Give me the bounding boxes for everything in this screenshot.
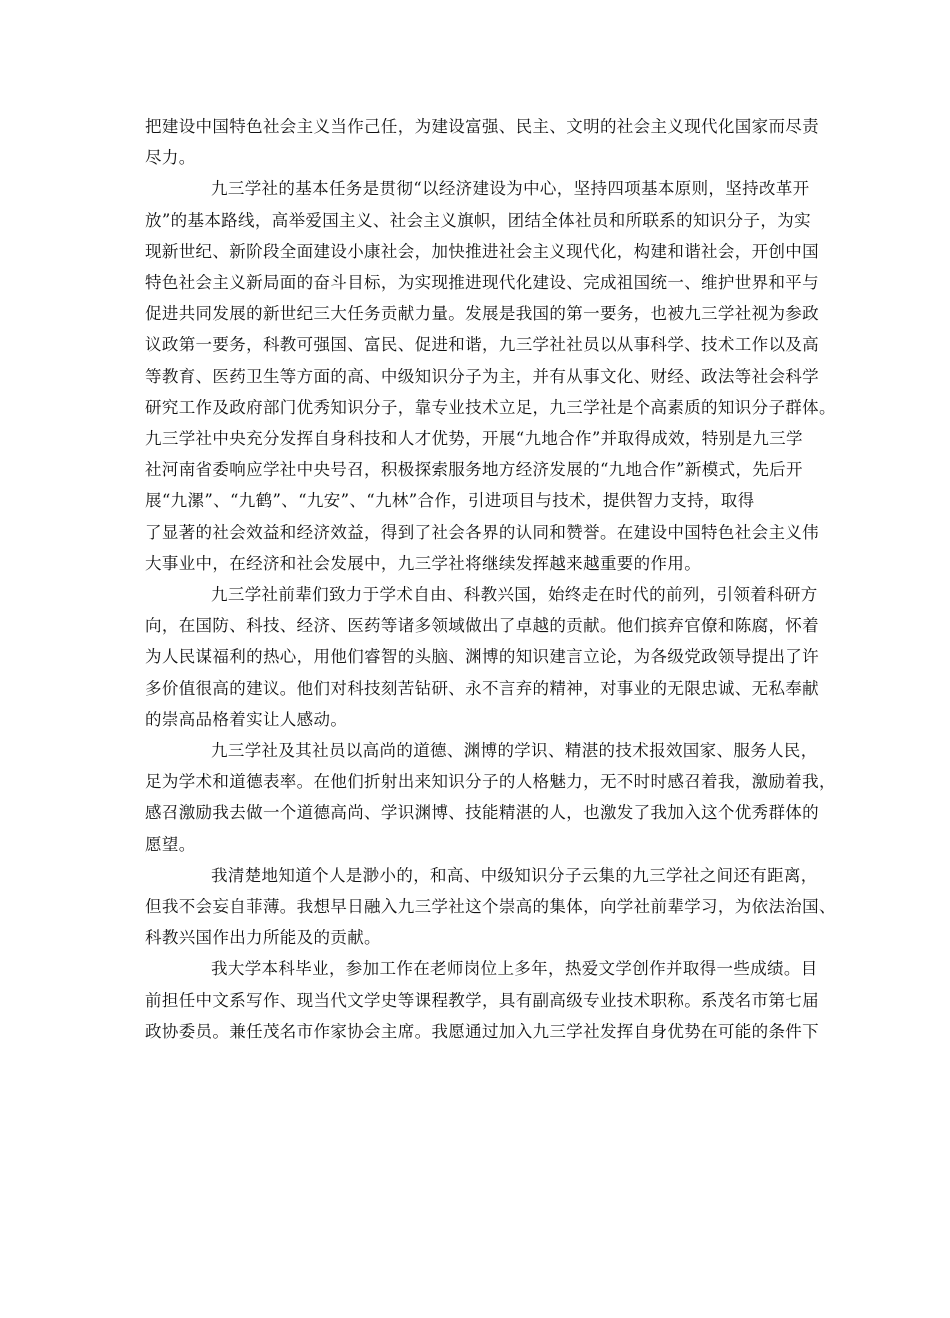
text-line: 九三学社中央充分发挥自身科技和人才优势，开展“九地合作”并取得成效，特别是九三学 [145,429,803,449]
text-line: 政协委员。兼任茂名市作家协会主席。我愿通过加入九三学社发挥自身优势在可能的条件下 [145,1021,819,1041]
paragraph [145,579,825,735]
text-line: 大事业中，在经济和社会发展中，九三学社将继续发挥越来越重要的作用。 [145,553,702,573]
text-line: 特色社会主义新局面的奋斗目标，为实现推进现代化建设、完成祖国统一、维护世界和平与 [145,273,819,293]
text-line: 九三学社前辈们致力于学术自由、科教兴国，始终走在时代的前列，引领着科研方 [211,585,818,605]
body-text [145,111,836,1047]
text-line: 把建设中国特色社会主义当作己任，为建设富强、民主、文明的社会主义现代化国家而尽责 [145,117,819,136]
text-line: 我大学本科毕业，参加工作在老师岗位上多年，热爱文学创作并取得一些成绩。目 [211,959,818,979]
paragraph [145,111,825,173]
text-line: 我清楚地知道个人是渺小的，和高、中级知识分子云集的九三学社之间还有距离， [211,865,818,885]
text-line: 九三学社及其社员以高尚的道德、渊博的学识、精湛的技术报效国家、服务人民， [211,741,818,761]
paragraph [145,860,836,954]
text-line: 等教育、医药卫生等方面的高、中级知识分子为主，并有从事文化、财经、政法等社会科学 [145,366,819,386]
text-line: 尽力。 [145,148,196,168]
text-line: 现新世纪、新阶段全面建设小康社会，加快推进社会主义现代化，构建和谐社会，开创中国 [145,241,819,261]
text-line: 为人民谋福利的热心，用他们睿智的头脑、渊博的知识建言立论，为各级党政领导提出了许 [145,647,819,667]
paragraph [145,953,825,1047]
text-line: 但我不会妄自菲薄。我想早日融入九三学社这个崇高的集体，向学社前辈学习，为依法治国、 [145,897,836,917]
paragraph [145,173,836,579]
text-line: 的崇高品格着实让人感动。 [145,709,348,729]
text-line: 研究工作及政府部门优秀知识分子，靠专业技术立足，九三学社是个高素质的知识分子群体。 [145,397,836,417]
text-line: 愿望。 [145,834,196,854]
text-line: 多价值很高的建议。他们对科技刻苦钻研、永不言弃的精神，对事业的无限忠诚、无私奉献 [145,678,819,698]
text-line: 社河南省委响应学社中央号召，积极探索服务地方经济发展的“九地合作”新模式，先后开 [145,460,803,480]
paragraph [145,735,836,860]
text-line: 前担任中文系写作、现当代文学史等课程教学，具有副高级专业技术职称。系茂名市第七届 [145,990,819,1010]
text-line: 九三学社的基本任务是贯彻“以经济建设为中心，坚持四项基本原则，坚持改革开 [211,179,810,199]
text-line: 感召激励我去做一个道德高尚、学识渊博、技能精湛的人，也激发了我加入这个优秀群体的 [145,803,819,823]
text-line: 足为学术和道德表率。在他们折射出来知识分子的人格魅力，无不时时感召着我，激励着我， [145,772,836,792]
text-line: 向，在国防、科技、经济、医药等诸多领域做出了卓越的贡献。他们摈弃官僚和陈腐，怀着 [145,616,819,636]
text-line: 展“九漯”、“九鹤”、“九安”、“九林”合作，引进项目与技术，提供智力支持，取得 [145,491,755,511]
text-line: 促进共同发展的新世纪三大任务贡献力量。发展是我国的第一要务，也被九三学社视为参政 [145,304,819,324]
text-line: 放”的基本路线，高举爱国主义、社会主义旗帜，团结全体社员和所联系的知识分子，为实 [145,210,811,230]
text-line: 了显著的社会效益和经济效益，得到了社会各界的认同和赞誉。在建设中国特色社会主义伟 [145,522,819,542]
text-line: 科教兴国作出力所能及的贡献。 [145,928,381,948]
text-line: 议政第一要务，科教可强国、富民、促进和谐，九三学社社员以从事科学、技术工作以及高 [145,335,819,355]
